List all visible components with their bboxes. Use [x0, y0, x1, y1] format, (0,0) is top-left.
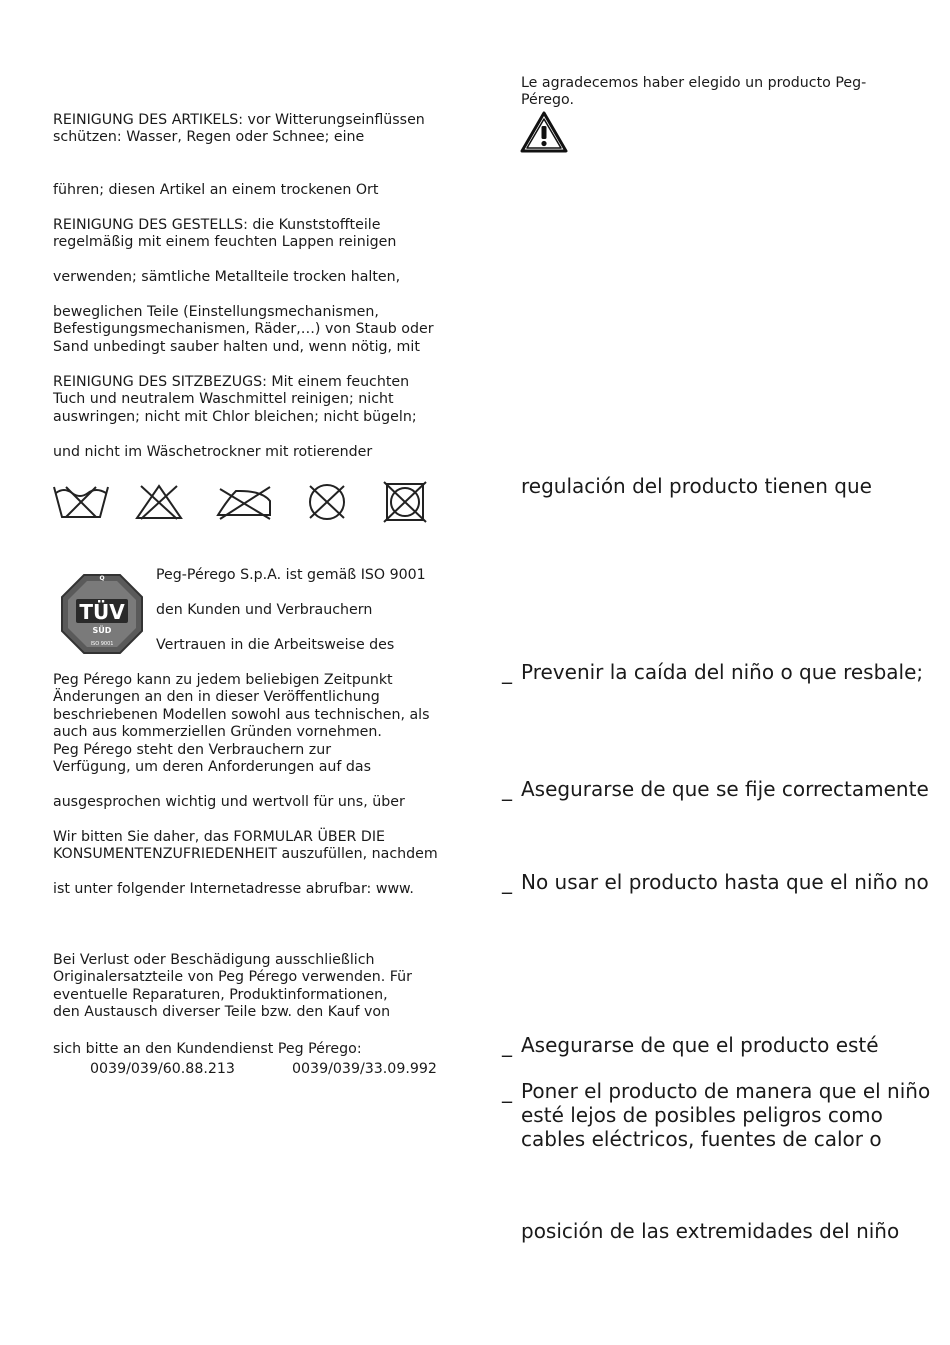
svg-text:Q: Q: [99, 575, 105, 582]
bullet-do-not-use: No usar el producto hasta que el niño no: [521, 870, 929, 894]
no-bleach-icon: [133, 483, 185, 521]
iso-customers-text: den Kunden und Verbrauchern: [156, 602, 373, 618]
no-tumble-dry-icon: [380, 480, 430, 524]
customer-service-text: sich bitte an den Kundendienst Peg Pérego:: [53, 1041, 362, 1057]
changes-disclaimer-text: Peg Pérego kann zu jedem beliebigen Zeitpunkt Änderungen an den in dieser Veröffentlichung beschriebenen Modellen sowohl aus technischen, als auch aus kommerziellen Gründen vornehmen. Peg Pérego steht den Verbrauchern zur Verfügung, um deren Anforderungen auf das: [53, 672, 430, 776]
regulation-text: regulación del producto tienen que: [521, 474, 872, 498]
bullet-marker: _: [502, 1079, 512, 1103]
bullet-marker: _: [502, 1033, 512, 1057]
svg-text:SÜD: SÜD: [92, 626, 112, 635]
warning-triangle-icon: [519, 110, 569, 154]
sitzbezug-cleaning-text: REINIGUNG DES SITZBEZUGS: Mit einem feuchten Tuch und neutralem Waschmittel reinigen; nicht auswringen; nicht mit Chlor bleichen; nicht bügeln;: [53, 374, 417, 425]
gestell-cleaning-text: REINIGUNG DES GESTELLS: die Kunststoffteile regelmäßig mit einem feuchten Lappen reinigen: [53, 217, 397, 251]
svg-text:TÜV: TÜV: [79, 600, 125, 624]
bullet-prevent-fall: Prevenir la caída del niño o que resbale;: [521, 660, 924, 684]
phone-number-1: 0039/039/60.88.213: [90, 1061, 235, 1077]
wash-30-icon: [52, 483, 110, 521]
artikel-storage-text: führen; diesen Artikel an einem trockenen Ort: [53, 182, 379, 198]
metal-parts-text: verwenden; sämtliche Metallteile trocken halten,: [53, 269, 401, 285]
bullet-hazards: Poner el producto de manera que el niño esté lejos de posibles peligros como cables eléctricos, fuentes de calor o: [521, 1079, 931, 1151]
intro-thanks-text: Le agradecemos haber elegido un producto Peg- Pérego.: [521, 75, 867, 109]
bullet-marker: _: [502, 660, 512, 684]
tuv-sud-iso-badge-icon: [58, 571, 146, 657]
bullet-fix-correctly: Asegurarse de que se fije correctamente: [521, 777, 929, 801]
bullet-ensure-product: Asegurarse de que el producto esté: [521, 1033, 879, 1057]
moving-parts-text: beweglichen Teile (Einstellungsmechanismen, Befestigungsmechanismen, Räder,…) von Staub oder Sand unbedingt sauber halten und, wenn nötig, mit: [53, 304, 434, 355]
spare-parts-text: Bei Verlust oder Beschädigung ausschließlich Originalersatzteile von Peg Pérego verwenden. Für eventuelle Reparaturen, Produktinformationen, den Austausch diverser Teile bzw. den Kauf von: [53, 952, 412, 1021]
artikel-cleaning-text: REINIGUNG DES ARTIKELS: vor Witterungseinflüssen schützen: Wasser, Regen oder Schnee; eine: [53, 112, 425, 146]
no-iron-icon: [214, 483, 276, 521]
website-text: ist unter folgender Internetadresse abrufbar: www.: [53, 881, 414, 897]
limbs-position-text: posición de las extremidades del niño: [521, 1219, 900, 1243]
iso-trust-text: Vertrauen in die Arbeitsweise des: [156, 637, 395, 653]
no-dry-clean-icon: [304, 482, 350, 522]
iso-certification-text: Peg-Pérego S.p.A. ist gemäß ISO 9001: [156, 567, 426, 583]
svg-text:ISO 9001: ISO 9001: [90, 641, 114, 647]
phone-number-2: 0039/039/33.09.992: [292, 1061, 437, 1077]
satisfaction-form-text: Wir bitten Sie daher, das FORMULAR ÜBER DIE KONSUMENTENZUFRIEDENHEIT auszufüllen, nachdem: [53, 829, 438, 863]
bullet-marker: _: [502, 870, 512, 894]
bullet-marker: _: [502, 777, 512, 801]
feedback-value-text: ausgesprochen wichtig und wertvoll für uns, über: [53, 794, 405, 810]
dryer-text: und nicht im Wäschetrockner mit rotierender: [53, 444, 373, 460]
